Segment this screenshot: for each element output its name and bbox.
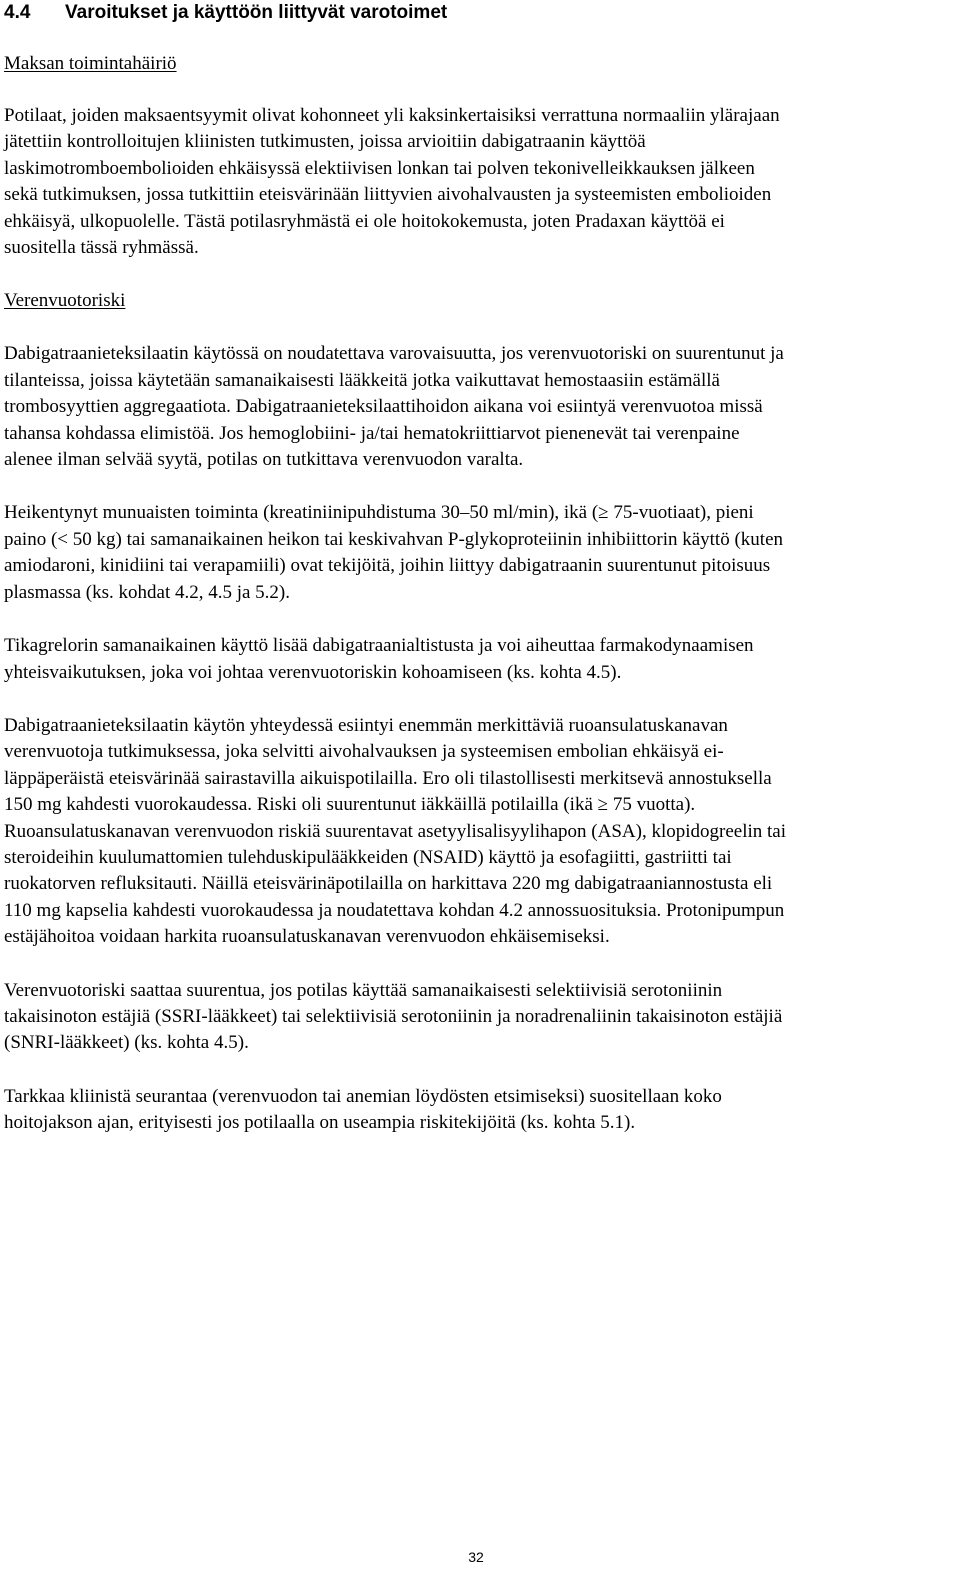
text-line: tahansa kohdassa elimistöä. Jos hemoglobiini- ja/tai hematokriittiarvot pienenevät tai verenpaine [4,422,740,444]
text-line: verenvuotoja tutkimuksessa, joka selvitti aivohalvauksen ja systeemisen embolian ehkäisyä ei- [4,741,724,763]
document-page [4,0,956,1137]
subheading-liver-dysfunction: Maksan toimintahäiriö [4,53,177,74]
text-line: paino (< 50 kg) tai samanaikainen heikon tai keskivahvan P-glykoproteiinin inhibiittorin käyttö (kuten [4,528,783,550]
text-line: Dabigatraanieteksilaatin käytön yhteydessä esiintyi enemmän merkittäviä ruoansulatuskanavan [4,714,728,736]
text-line: alenee ilman selvää syytä, potilas on tutkittava verenvuodon varalta. [4,449,524,471]
section-heading [4,0,956,25]
text-line: tilanteissa, joissa käytetään samanaikaisesti lääkkeitä jotka vaikuttavat hemostaasiin estämällä [4,369,720,391]
text-line: (SNRI-lääkkeet) (ks. kohta 4.5). [4,1032,249,1054]
text-line: amiodaroni, kinidiini tai verapamiili) ovat tekijöitä, joihin liittyy dabigatraanin suurentunut pitoisuus [4,555,771,577]
text-line: hoitojakson ajan, erityisesti jos potilaalla on useampia riskitekijöitä (ks. kohta 5.1). [4,1112,636,1134]
text-line: Ruoansulatuskanavan verenvuodon riskiä suurentavat asetyylisalisyylihapon (ASA), klopidogreelin tai [4,820,786,842]
paragraph-risk-factors [4,500,956,606]
paragraph-ticagrelor [4,633,956,686]
text-line: Tikagrelorin samanaikainen käyttö lisää dabigatraanialtistusta ja voi aiheuttaa farmakodynaamisen [4,635,754,657]
text-line: suositella tässä ryhmässä. [4,237,199,259]
text-line: estäjähoitoa voidaan harkita ruoansulatuskanavan verenvuodon ehkäisemiseksi. [4,926,610,948]
text-line: yhteisvaikutuksen, joka voi johtaa verenvuotoriskin kohoamiseen (ks. kohta 4.5). [4,661,622,683]
text-line: plasmassa (ks. kohdat 4.2, 4.5 ja 5.2). [4,581,291,603]
page-number: 32 [468,1549,484,1565]
paragraph-ssri-snri [4,978,956,1057]
text-line: Tarkkaa kliinistä seurantaa (verenvuodon tai anemian löydösten etsimiseksi) suositellaan koko [4,1085,722,1107]
text-line: Potilaat, joiden maksaentsyymit olivat kohonneet yli kaksinkertaisiksi verrattuna normaaliin ylärajaan [4,105,780,126]
text-line: 150 mg kahdesti vuorokaudessa. Riski oli suurentunut iäkkäillä potilailla (ikä ≥ 75 vuotta). [4,794,696,816]
text-line: takaisinoton estäjiä (SSRI-lääkkeet) tai selektiivisiä serotoniinin ja noradrenaliinin takaisinoton estäjiä [4,1005,783,1027]
text-line: jätettiin kontrolloitujen kliinisten tutkimusten, joissa arvioitiin dabigatraanin käyttöä [4,131,646,153]
paragraph-clinical-monitoring [4,1084,956,1137]
paragraph-liver-dysfunction [4,103,956,261]
paragraph-gi-bleeding [4,713,956,951]
subheading-bleeding-risk: Verenvuotoriski [4,290,126,312]
section-number: 4.4 [4,2,31,23]
text-line: ehkäisyä, ulkopuolelle. Tästä potilasryhmästä ei ole hoitokokemusta, joten Pradaxan käyttöä ei [4,210,725,232]
section-title: Varoitukset ja käyttöön liittyvät varotoimet [65,2,448,23]
text-line: läppäperäistä eteisvärinää sairastavilla aikuispotilailla. Ero oli tilastollisesti merkitsevä annostuksella [4,767,772,789]
text-line: 110 mg kapselia kahdesti vuorokaudessa ja noudatettava kohdan 4.2 annossuosituksia. Protonipumpun [4,899,785,921]
text-line: trombosyyttien aggregaatiota. Dabigatraanieteksilaattihoidon aikana voi esiintyä verenvuotoa missä [4,396,763,418]
text-line: steroideihin kuulumattomien tulehduskipulääkkeiden (NSAID) käyttö ja esofagiitti, gastriitti tai [4,846,732,868]
text-line: laskimotromboembolioiden ehkäisyssä elektiivisen lonkan tai polven tekonivelleikkauksen jälkeen [4,157,755,179]
text-line: Verenvuotoriski saattaa suurentua, jos potilas käyttää samanaikaisesti selektiivisiä serotoniinin [4,979,723,1001]
paragraph-bleeding-caution [4,341,956,473]
text-line: Dabigatraanieteksilaatin käytössä on noudatettava varovaisuutta, jos verenvuotoriski on suurentunut ja [4,343,784,365]
text-line: sekä tutkimuksen, jossa tutkittiin eteisvärinään liittyvien aivohalvausten ja systeemisten embolioiden [4,184,772,206]
text-line: ruokatorven refluksitauti. Näillä eteisvärinäpotilailla on harkittava 220 mg dabigatraaniannostusta eli [4,873,773,895]
text-line: Heikentynyt munuaisten toiminta (kreatiniinipuhdistuma 30–50 ml/min), ikä (≥ 75-vuotiaat), pieni [4,502,754,524]
